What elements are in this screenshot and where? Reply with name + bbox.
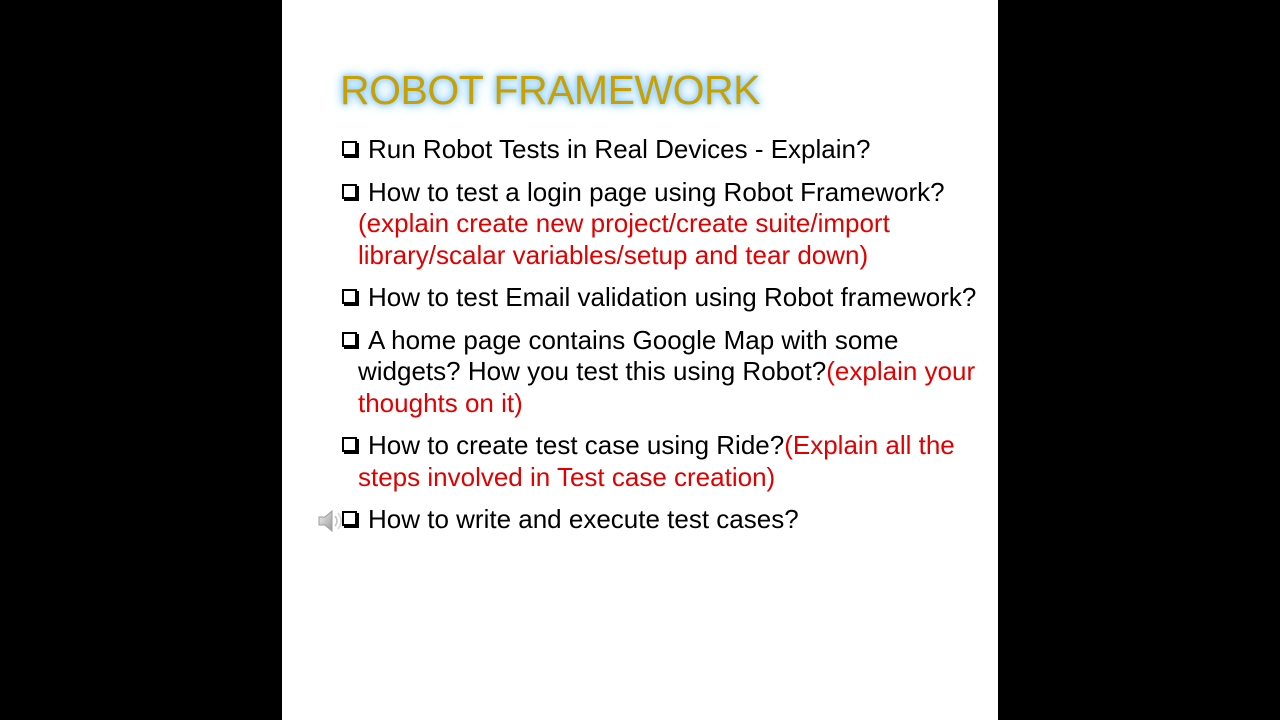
- letterbox-left: [0, 0, 282, 720]
- speaker-icon[interactable]: [316, 506, 346, 536]
- bullet-text: How to test Email validation using Robot framework?: [368, 282, 977, 312]
- bullet-note: (Explain all the steps involved in Test case creation): [358, 430, 955, 492]
- bullet-item-write-execute: [340, 504, 980, 536]
- presentation-slide: [282, 0, 998, 720]
- bullet-text: A home page contains Google Map with some widgets? How you test this using Robot?: [358, 324, 899, 386]
- bullet-item-real-devices: [340, 134, 980, 166]
- bullet-list: [340, 134, 980, 547]
- bullet-text: Run Robot Tests in Real Devices - Explain?: [368, 134, 871, 164]
- checkbox-bullet-icon: [342, 437, 357, 452]
- bullet-item-ride: [340, 430, 980, 493]
- bullet-item-email-validation: [340, 282, 980, 314]
- bullet-note: (explain your thoughts on it): [358, 356, 976, 418]
- bullet-text: How to test a login page using Robot Framework?: [368, 176, 945, 207]
- bullet-note: (explain create new project/create suite/import library/scalar variables/setup and tear down): [358, 208, 890, 270]
- bullet-item-login-page: [340, 177, 980, 272]
- slide-title: ROBOT FRAMEWORK: [340, 67, 760, 113]
- checkbox-bullet-icon: [342, 289, 357, 304]
- bullet-text: How to write and execute test cases?: [368, 504, 799, 534]
- checkbox-bullet-icon: [342, 332, 357, 347]
- checkbox-bullet-icon: [342, 141, 357, 156]
- letterbox-right: [998, 0, 1280, 720]
- checkbox-bullet-icon: [342, 184, 357, 199]
- bullet-item-google-map: [340, 325, 980, 420]
- bullet-text: How to create test case using Ride?: [368, 430, 785, 460]
